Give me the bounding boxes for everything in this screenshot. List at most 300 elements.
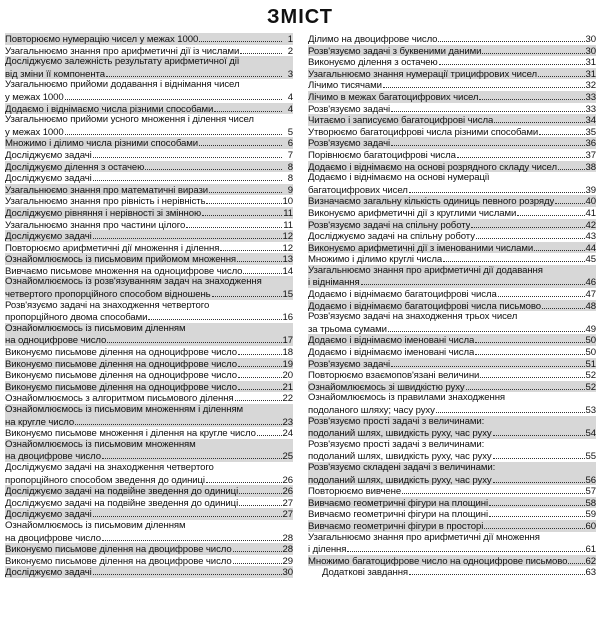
toc-entry-line xyxy=(5,149,293,161)
toc-entry-title: Виконуємо арифметичні дії з іменованими числами xyxy=(308,242,534,254)
toc-entry-title: Досліджуємо задачі xyxy=(5,173,92,185)
toc-dot-leader xyxy=(206,195,281,204)
toc-page-number: 15 xyxy=(282,289,293,301)
toc-dot-leader xyxy=(240,45,282,54)
toc-entry xyxy=(308,114,596,126)
toc-entry-title: Множимо і ділимо круглі числа xyxy=(308,254,443,266)
toc-dot-leader xyxy=(238,346,282,355)
toc-entry-line xyxy=(308,265,596,277)
toc-entry-line xyxy=(5,485,293,497)
toc-entry-title: Додаємо і віднімаємо числа різними способами xyxy=(5,103,214,115)
toc-page-number: 57 xyxy=(585,486,596,498)
toc-entry-title: Додаткові завдання xyxy=(322,567,409,579)
toc-entry xyxy=(308,253,596,265)
toc-entry xyxy=(308,265,596,288)
toc-entry-line xyxy=(5,230,293,242)
toc-entry-line xyxy=(5,253,293,265)
toc-entry-title: Лічимо в межах багатоцифрових чисел xyxy=(308,91,479,103)
toc-entry xyxy=(5,497,293,509)
toc-dot-leader xyxy=(555,195,584,204)
toc-page-number: 33 xyxy=(585,91,596,103)
toc-page-number: 47 xyxy=(585,289,596,301)
toc-dot-leader xyxy=(558,161,585,170)
toc-page-number: 22 xyxy=(282,393,293,405)
toc-dot-leader xyxy=(489,497,585,506)
toc-entry xyxy=(5,508,293,520)
toc-entry-title: Досліджуємо рівняння і нерівності зі змінною xyxy=(5,207,202,219)
toc-dot-leader xyxy=(466,381,585,390)
toc-dot-leader xyxy=(391,103,584,112)
toc-entry-line xyxy=(5,416,293,428)
toc-entry xyxy=(5,79,293,102)
toc-entry-line xyxy=(5,392,293,404)
toc-entry-line xyxy=(308,149,596,161)
toc-entry-line xyxy=(5,508,293,520)
toc-entry-title: Ознайомлюємось з алгоритмом письмового ділення xyxy=(5,393,234,405)
toc-entry-title: Повторюємо вивчене xyxy=(308,486,402,498)
toc-entry-line xyxy=(5,323,293,335)
toc-entry-line xyxy=(308,485,596,497)
toc-entry xyxy=(5,566,293,578)
toc-page-number: 28 xyxy=(282,544,293,556)
toc-page-number: 49 xyxy=(585,323,596,335)
toc-page-number: 12 xyxy=(282,242,293,254)
toc-entry-title: і ділення xyxy=(308,544,347,556)
toc-entry-line xyxy=(308,230,596,242)
toc-dot-leader xyxy=(93,172,282,181)
toc-entry-title: Розв'язуємо прості задачі з величинами: xyxy=(308,438,485,450)
toc-entry-line xyxy=(5,126,293,138)
toc-dot-leader xyxy=(212,288,282,297)
toc-entry-line xyxy=(308,311,596,323)
toc-page-number: 11 xyxy=(283,219,293,231)
toc-entry xyxy=(5,172,293,184)
toc-entry-line xyxy=(5,137,293,149)
toc-entry xyxy=(5,300,293,323)
toc-entry-title: Розв'язуємо задачі з буквеними даними xyxy=(308,45,482,57)
toc-dot-leader xyxy=(233,555,282,564)
toc-entry-title: Лічимо тисячами xyxy=(308,80,382,92)
toc-page-number: 8 xyxy=(287,173,293,185)
toc-dot-leader xyxy=(93,566,282,575)
toc-entry xyxy=(308,103,596,115)
toc-dot-leader xyxy=(186,219,282,228)
toc-page-number: 37 xyxy=(585,149,596,161)
toc-entry-line xyxy=(5,555,293,567)
toc-dot-leader xyxy=(65,126,282,135)
toc-entry-line xyxy=(5,114,293,126)
toc-entry xyxy=(308,45,596,57)
toc-entry xyxy=(5,485,293,497)
toc-entry-title: Визначаємо загальну кількість одиниць певного розряду xyxy=(308,196,555,208)
toc-entry-line xyxy=(5,45,293,57)
toc-page-number: 58 xyxy=(585,497,596,509)
toc-entry-line xyxy=(5,358,293,370)
toc-entry xyxy=(308,300,596,312)
toc-entry-title: на кругле число xyxy=(5,416,75,428)
toc-dot-leader xyxy=(199,137,282,146)
toc-page-number: 38 xyxy=(585,161,596,173)
toc-entry-title: Розв'язуємо задачі на знаходження четвертого xyxy=(5,299,210,311)
toc-entry xyxy=(5,392,293,404)
toc-page-number: 10 xyxy=(282,196,293,208)
toc-dot-leader xyxy=(93,508,282,517)
toc-page-number: 29 xyxy=(282,555,293,567)
toc-page-number: 52 xyxy=(585,381,596,393)
toc-entry xyxy=(308,334,596,346)
toc-page-number: 48 xyxy=(585,300,596,312)
toc-page-number: 6 xyxy=(287,138,293,150)
toc-entry xyxy=(5,462,293,485)
toc-dot-leader xyxy=(233,543,282,552)
toc-entry-title: Ознайомлюємось із письмовим множенням і діленням xyxy=(5,404,244,415)
toc-dot-leader xyxy=(534,242,584,251)
toc-page-number: 26 xyxy=(282,486,293,498)
toc-entry-line xyxy=(308,404,596,416)
toc-dot-leader xyxy=(471,219,584,228)
toc-entry-title: Досліджуємо задачі на знаходження четвертого xyxy=(5,461,214,473)
toc-entry-line xyxy=(5,103,293,115)
toc-entry-line xyxy=(5,404,293,416)
page-title: ЗМІСТ xyxy=(267,6,333,28)
toc-entry xyxy=(5,161,293,173)
toc-page-number: 9 xyxy=(287,184,293,196)
toc-page-number: 17 xyxy=(282,335,293,347)
toc-entry xyxy=(308,311,596,334)
toc-entry-title: Вивчаємо геометричні фігури в просторі xyxy=(308,520,484,532)
toc-entry-line xyxy=(5,242,293,254)
toc-page-number: 31 xyxy=(585,57,596,69)
toc-entry-line xyxy=(308,358,596,370)
toc-dot-leader xyxy=(475,334,584,343)
toc-entry-title: Виконуємо письмове ділення на двоцифрове число xyxy=(5,544,232,556)
toc-entry xyxy=(5,230,293,242)
toc-entry xyxy=(308,497,596,509)
toc-entry xyxy=(308,358,596,370)
toc-entry xyxy=(5,195,293,207)
toc-entry-title: Додаємо і віднімаємо іменовані числа xyxy=(308,347,475,359)
toc-page-number: 26 xyxy=(282,474,293,486)
toc-page-number: 56 xyxy=(585,474,596,486)
toc-entry-line xyxy=(308,288,596,300)
toc-page-number: 20 xyxy=(282,370,293,382)
toc-entry xyxy=(5,427,293,439)
toc-entry-line xyxy=(308,555,596,567)
toc-entry-title: Узагальнюємо знання нумерації трицифрових чисел xyxy=(308,68,538,80)
toc-entry-title: Виконуємо письмове множення і ділення на кругле число xyxy=(5,428,256,440)
toc-page-number: 8 xyxy=(287,161,293,173)
toc-entry-title: Ознайомлюємось із письмовим прийомом множення xyxy=(5,254,237,266)
toc-entry-title: Досліджуємо задачі xyxy=(5,231,92,243)
toc-entry-line xyxy=(308,114,596,126)
toc-entry-line xyxy=(5,346,293,358)
toc-page-number: 30 xyxy=(282,567,293,579)
toc-entry-title: на двоцифрове число xyxy=(5,451,101,463)
toc-entry-title: Ознайомлюємось зі швидкістю руху xyxy=(308,381,465,393)
toc-dot-leader xyxy=(498,288,585,297)
toc-entry xyxy=(5,346,293,358)
toc-page-number: 45 xyxy=(585,254,596,266)
toc-entry-title: Досліджуємо задачі xyxy=(5,567,92,579)
toc-page-number: 42 xyxy=(585,219,596,231)
toc-entry-title: Вивчаємо геометричні фігури на площині xyxy=(308,497,488,509)
toc-dot-leader xyxy=(489,508,585,517)
toc-entry-line xyxy=(308,184,596,196)
toc-page-number: 30 xyxy=(585,45,596,57)
toc-dot-leader xyxy=(206,474,282,483)
toc-entry-title: Узагальнюємо знання про арифметичні дії додавання xyxy=(308,264,543,276)
toc-entry xyxy=(308,207,596,219)
toc-entry-line xyxy=(308,276,596,288)
toc-entry xyxy=(308,485,596,497)
toc-entry-line xyxy=(308,219,596,231)
toc-dot-leader xyxy=(347,543,584,552)
toc-entry-line xyxy=(308,45,596,57)
toc-entry-line xyxy=(5,439,293,451)
toc-entry-line xyxy=(308,207,596,219)
toc-dot-leader xyxy=(539,126,584,135)
toc-entry-title: подоланий шлях, швидкість руху, час руху xyxy=(308,474,492,486)
toc-dot-leader xyxy=(238,381,282,390)
toc-entry-line xyxy=(5,288,293,300)
toc-page-number: 25 xyxy=(282,451,293,463)
toc-entry-line xyxy=(5,207,293,219)
toc-entry-line xyxy=(5,532,293,544)
toc-entry-title: Повторюємо арифметичні дії множення і ділення xyxy=(5,242,220,254)
toc-entry-line xyxy=(5,427,293,439)
toc-entry xyxy=(5,149,293,161)
toc-entry-line xyxy=(308,68,596,80)
toc-entry xyxy=(308,172,596,195)
toc-entry xyxy=(5,207,293,219)
toc-entry-title: у межах 1000 xyxy=(5,126,64,138)
toc-dot-leader xyxy=(436,404,585,413)
toc-page-number: 27 xyxy=(282,497,293,509)
toc-entry-line xyxy=(5,300,293,312)
toc-entry xyxy=(308,369,596,381)
toc-page-number: 44 xyxy=(585,242,596,254)
toc-dot-leader xyxy=(479,91,584,100)
toc-entry xyxy=(5,276,293,299)
toc-entry-title: четвертого пропорційного способом відношень xyxy=(5,289,211,301)
toc-dot-leader xyxy=(361,276,585,285)
toc-entry-line xyxy=(5,265,293,277)
toc-entry-line xyxy=(5,381,293,393)
toc-page-number: 59 xyxy=(585,509,596,521)
toc-dot-leader xyxy=(391,137,584,146)
toc-entry xyxy=(5,103,293,115)
toc-dot-leader xyxy=(209,184,282,193)
toc-entry-title: Утворюємо багатоцифрові числа різними способами xyxy=(308,126,539,138)
toc-entry xyxy=(308,33,596,45)
toc-entry-line xyxy=(5,79,293,91)
toc-entry xyxy=(5,439,293,462)
toc-page-number: 14 xyxy=(282,265,293,277)
toc-page-number: 30 xyxy=(585,34,596,45)
toc-page-number: 41 xyxy=(585,207,596,219)
toc-entry-title: Виконуємо письмове ділення на двоцифрове число xyxy=(5,555,232,567)
toc-dot-leader xyxy=(438,33,584,42)
toc-entry xyxy=(5,369,293,381)
toc-entry-title: Виконуємо арифметичні дії з круглими числами xyxy=(308,207,517,219)
toc-dot-leader xyxy=(239,497,281,506)
toc-page-number: 32 xyxy=(585,80,596,92)
toc-entry-title: Досліджуємо задачі xyxy=(5,509,92,521)
toc-page-number: 16 xyxy=(282,312,293,324)
toc-entry-line xyxy=(322,566,596,578)
toc-entry-line xyxy=(5,161,293,173)
toc-entry xyxy=(308,439,596,462)
toc-page-number: 1 xyxy=(287,34,293,45)
toc-entry-title: Додаємо і віднімаємо на основі розрядного складу чисел xyxy=(308,161,557,173)
toc-entry-line xyxy=(308,532,596,544)
toc-page-number: 5 xyxy=(287,126,293,138)
toc-entry-line xyxy=(308,56,596,68)
toc-entry-title: Множимо багатоцифрове число на одноцифрове письмово xyxy=(308,555,568,567)
toc-entry-line xyxy=(5,311,293,323)
toc-entry-title: пропорційного способом зведення до одиниці xyxy=(5,474,205,486)
toc-entry-title: Порівнюємо багатоцифрові числа xyxy=(308,149,456,161)
toc-entry xyxy=(308,288,596,300)
toc-entry-title: подоланого шляху; часу руху xyxy=(308,405,435,416)
toc-page-number: 19 xyxy=(282,358,293,370)
toc-dot-leader xyxy=(542,300,584,309)
toc-entry-title: Розв'язуємо складені задачі з величинами: xyxy=(308,461,496,473)
toc-dot-leader xyxy=(107,334,281,343)
toc-entry-title: подоланий шлях, швидкість руху, час руху xyxy=(308,451,492,463)
toc-entry xyxy=(5,219,293,231)
toc-dot-leader xyxy=(214,103,282,112)
toc-entry-line xyxy=(5,56,293,68)
toc-page-number: 18 xyxy=(282,347,293,359)
toc-entry-line xyxy=(308,126,596,138)
toc-entry-line xyxy=(308,137,596,149)
toc-entry-line xyxy=(5,68,293,80)
toc-entry-title: Виконуємо письмове ділення на одноцифрове число xyxy=(5,347,237,359)
toc-entry-title: у межах 1000 xyxy=(5,91,64,103)
toc-entry-title: Розв'язуємо прості задачі з величинами: xyxy=(308,415,485,427)
toc-dot-leader xyxy=(388,323,585,332)
toc-entry-title: Розв'язуємо задачі xyxy=(308,358,391,370)
toc-entry-line xyxy=(308,520,596,532)
toc-entry-line xyxy=(308,474,596,486)
toc-dot-leader xyxy=(202,207,282,216)
toc-entry-line xyxy=(5,276,293,288)
toc-entry-line xyxy=(5,566,293,578)
toc-dot-leader xyxy=(220,242,281,251)
toc-entry xyxy=(5,33,293,45)
toc-entry-title: Множимо і ділимо числа різними способами xyxy=(5,138,199,150)
toc-page-number: 52 xyxy=(585,370,596,382)
toc-entry-title: Досліджуємо задачі на подвійне зведення до одиниці xyxy=(5,497,239,509)
toc-page-number: 50 xyxy=(585,347,596,359)
toc-dot-leader xyxy=(199,33,282,42)
toc-entry xyxy=(308,242,596,254)
toc-dot-leader xyxy=(402,485,584,494)
toc-page-number: 43 xyxy=(585,231,596,243)
toc-dot-leader xyxy=(102,532,282,541)
toc-page-number: 31 xyxy=(585,68,596,80)
toc-page-number: 35 xyxy=(585,126,596,138)
toc-entry-title: Досліджуємо задачі на спільну роботу xyxy=(308,231,475,243)
toc-entry-title: Виконуємо письмове ділення на одноцифрове число xyxy=(5,381,237,393)
toc-entry-title: Додаємо і віднімаємо іменовані числа xyxy=(308,335,475,347)
toc-entry-line xyxy=(5,91,293,103)
toc-entry xyxy=(308,195,596,207)
toc-dot-leader xyxy=(102,450,282,459)
toc-entry-line xyxy=(308,369,596,381)
toc-entry-title: Узагальнюємо прийоми усного множення і ділення чисел xyxy=(5,114,254,126)
toc-entry-line xyxy=(5,450,293,462)
toc-entry-title: Повторюємо взаємопов'язані величини xyxy=(308,370,480,382)
toc-entry-line xyxy=(308,334,596,346)
toc-entry-line xyxy=(308,195,596,207)
toc-entry xyxy=(5,358,293,370)
toc-entry-title: Розв'язуємо задачі на знаходження трьох чисел xyxy=(308,311,518,323)
toc-entry-title: багатоцифрових чисел xyxy=(308,184,408,196)
toc-entry-title: Узагальнюємо знання про рівність і нерівність xyxy=(5,196,206,208)
toc-entry-title: Узагальнюємо знання про арифметичні дії множення xyxy=(308,531,540,543)
toc-entry xyxy=(5,253,293,265)
toc-dot-leader xyxy=(235,392,282,401)
toc-entry-title: Виконуємо письмове ділення на одноцифрове число xyxy=(5,358,237,370)
toc-entry xyxy=(308,392,596,415)
toc-entry-line xyxy=(308,462,596,474)
toc-entry-line xyxy=(308,543,596,555)
toc-entry-title: Ознайомлюємось із письмовим множенням xyxy=(5,438,196,450)
toc-entry xyxy=(5,242,293,254)
toc-entry xyxy=(308,91,596,103)
toc-entry-line xyxy=(5,184,293,196)
toc-dot-leader xyxy=(493,474,585,483)
toc-entry-title: Розв'язуємо задачі xyxy=(308,103,391,115)
toc-dot-leader xyxy=(145,161,282,170)
toc-entry xyxy=(308,79,596,91)
toc-entry-title: Досліджуємо задачі на подвійне зведення до одиниці xyxy=(5,486,239,498)
toc-entry xyxy=(308,566,596,578)
toc-page-number: 28 xyxy=(282,532,293,544)
toc-entry xyxy=(5,265,293,277)
toc-page-number: 24 xyxy=(282,428,293,440)
toc-entry-title: Ознайомлюємось із письмовим діленням xyxy=(5,322,186,334)
toc-page-number: 7 xyxy=(287,149,293,161)
toc-dot-leader xyxy=(239,485,281,494)
toc-entry-title: Виконуємо ділення з остачею xyxy=(308,57,438,69)
toc-entry-title: подоланий шлях, швидкість руху, час руху xyxy=(308,428,492,440)
toc-entry-title: пропорційного двома способами xyxy=(5,312,148,324)
toc-dot-leader xyxy=(238,358,282,367)
toc-entry-title: Досліджуємо залежність результату арифметичної дії xyxy=(5,56,240,68)
toc-dot-leader xyxy=(443,253,584,262)
toc-page-number: 27 xyxy=(282,509,293,521)
toc-entry-title: і віднімання xyxy=(308,277,360,289)
toc-page-number: 21 xyxy=(282,381,293,393)
toc-entry-title: Виконуємо письмове ділення на одноцифрове число xyxy=(5,370,237,382)
toc-entry-line xyxy=(308,242,596,254)
toc-entry xyxy=(308,68,596,80)
toc-entry-title: Додаємо і віднімаємо на основі нумерації xyxy=(308,172,490,184)
toc-page-number: 36 xyxy=(585,138,596,150)
toc-entry xyxy=(308,56,596,68)
toc-entry-line xyxy=(308,79,596,91)
toc-entry-line xyxy=(5,543,293,555)
toc-entry xyxy=(308,508,596,520)
toc-entry-line xyxy=(308,91,596,103)
toc-entry-line xyxy=(308,392,596,404)
toc-page-number: 62 xyxy=(585,555,596,567)
toc-dot-leader xyxy=(494,114,584,123)
contents-left-column xyxy=(5,33,293,578)
